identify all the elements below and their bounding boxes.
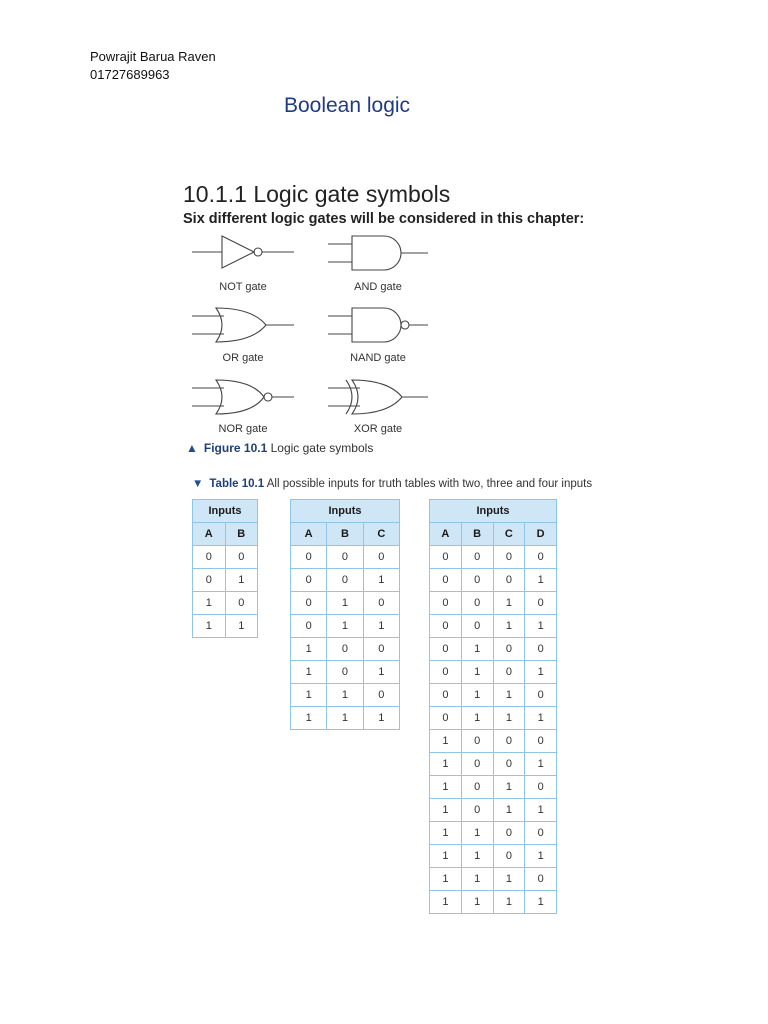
table-cell: 1 <box>525 661 557 684</box>
table-cell: 1 <box>461 891 493 914</box>
figure-caption-text: Logic gate symbols <box>270 441 374 455</box>
table-cell: 0 <box>225 592 258 615</box>
table-cell: 1 <box>430 799 462 822</box>
table-cell: 0 <box>493 546 525 569</box>
table-cell: 0 <box>327 661 363 684</box>
table-cell: 0 <box>193 569 226 592</box>
table-cell: 1 <box>363 707 399 730</box>
table-cell: 1 <box>363 615 399 638</box>
table-row <box>291 615 400 638</box>
truth-table-two-inputs <box>192 499 258 638</box>
table-cell: 0 <box>291 546 327 569</box>
table-row <box>430 638 557 661</box>
table-cell: 0 <box>493 661 525 684</box>
table-cell: 0 <box>363 638 399 661</box>
table-cell: 1 <box>225 615 258 638</box>
table-cell: 1 <box>430 845 462 868</box>
table-cell: 0 <box>327 546 363 569</box>
table-row <box>291 569 400 592</box>
table-cell: 0 <box>461 776 493 799</box>
table-cell: 0 <box>461 799 493 822</box>
table-cell: 1 <box>493 891 525 914</box>
table-cell: 1 <box>525 707 557 730</box>
table-cell: 1 <box>363 569 399 592</box>
table-cell: 1 <box>430 730 462 753</box>
table-cell: 0 <box>193 546 226 569</box>
table-cell: 1 <box>493 592 525 615</box>
table-caption-text: All possible inputs for truth tables with two, three and four inputs <box>266 478 593 490</box>
table-row <box>430 822 557 845</box>
table-header-inputs: Inputs <box>430 500 557 523</box>
table-cell: 1 <box>525 569 557 592</box>
column-header-a: A <box>430 523 462 546</box>
document-title: Boolean logic <box>283 94 411 117</box>
table-row <box>430 707 557 730</box>
table-cell: 1 <box>461 684 493 707</box>
table-row <box>430 730 557 753</box>
figure-caption <box>186 441 373 455</box>
table-cell: 0 <box>461 753 493 776</box>
table-cell: 0 <box>430 546 462 569</box>
table-cell: 1 <box>291 638 327 661</box>
table-cell: 1 <box>493 684 525 707</box>
table-cell: 0 <box>525 868 557 891</box>
not-gate-icon <box>192 236 294 268</box>
table-cell: 1 <box>493 615 525 638</box>
nor-gate-label: NOR gate <box>218 423 268 435</box>
table-cell: 1 <box>430 753 462 776</box>
table-row <box>430 799 557 822</box>
column-header-a: A <box>193 523 226 546</box>
table-cell: 0 <box>363 546 399 569</box>
triangle-up-icon: ▲ <box>186 441 198 455</box>
table-row <box>430 845 557 868</box>
table-cell: 0 <box>430 684 462 707</box>
logic-gates-figure <box>180 228 450 438</box>
table-caption <box>192 478 592 490</box>
section-intro: Six different logic gates will be considered in this chapter: <box>183 211 585 227</box>
table-cell: 0 <box>461 615 493 638</box>
table-cell: 1 <box>291 684 327 707</box>
table-row <box>430 615 557 638</box>
table-row <box>430 569 557 592</box>
table-cell: 0 <box>525 546 557 569</box>
table-cell: 1 <box>363 661 399 684</box>
table-row <box>291 707 400 730</box>
table-row <box>193 569 258 592</box>
table-cell: 1 <box>493 707 525 730</box>
table-cell: 1 <box>327 592 363 615</box>
table-cell: 0 <box>430 592 462 615</box>
table-row <box>291 638 400 661</box>
table-cell: 1 <box>430 776 462 799</box>
table-row <box>291 661 400 684</box>
column-header-d: D <box>525 523 557 546</box>
column-header-b: B <box>461 523 493 546</box>
table-row <box>291 684 400 707</box>
or-gate-label: OR gate <box>222 352 264 364</box>
table-cell: 0 <box>525 684 557 707</box>
not-gate-label: NOT gate <box>219 281 267 293</box>
xor-gate-label: XOR gate <box>353 423 403 435</box>
table-cell: 0 <box>327 638 363 661</box>
table-cell: 0 <box>525 638 557 661</box>
table-cell: 1 <box>291 707 327 730</box>
table-cell: 0 <box>363 592 399 615</box>
table-cell: 1 <box>525 891 557 914</box>
table-cell: 1 <box>525 615 557 638</box>
table-cell: 0 <box>225 546 258 569</box>
table-row <box>193 615 258 638</box>
table-row <box>291 546 400 569</box>
table-cell: 1 <box>225 569 258 592</box>
and-gate-icon <box>328 236 428 270</box>
table-cell: 0 <box>461 569 493 592</box>
table-row <box>430 661 557 684</box>
table-row <box>193 546 258 569</box>
table-row <box>430 592 557 615</box>
table-cell: 0 <box>493 730 525 753</box>
author-name: Powrajit Barua Raven <box>90 49 216 64</box>
figure-number: Figure 10.1 <box>203 441 268 455</box>
table-cell: 0 <box>493 845 525 868</box>
table-header-inputs: Inputs <box>291 500 400 523</box>
table-cell: 1 <box>327 707 363 730</box>
table-cell: 1 <box>525 845 557 868</box>
truth-table-three-inputs <box>290 499 400 730</box>
table-cell: 0 <box>461 730 493 753</box>
table-row <box>430 684 557 707</box>
table-row <box>430 891 557 914</box>
table-row <box>430 776 557 799</box>
table-cell: 1 <box>493 868 525 891</box>
table-cell: 0 <box>525 730 557 753</box>
table-cell: 0 <box>525 776 557 799</box>
table-cell: 1 <box>430 891 462 914</box>
table-cell: 0 <box>430 638 462 661</box>
table-cell: 1 <box>461 822 493 845</box>
table-cell: 1 <box>493 799 525 822</box>
table-cell: 0 <box>493 569 525 592</box>
table-cell: 0 <box>291 569 327 592</box>
table-cell: 0 <box>363 684 399 707</box>
table-cell: 0 <box>461 592 493 615</box>
table-cell: 1 <box>461 707 493 730</box>
table-cell: 1 <box>193 592 226 615</box>
xor-gate-icon <box>328 380 428 414</box>
table-cell: 1 <box>461 661 493 684</box>
table-row <box>193 592 258 615</box>
table-cell: 1 <box>525 799 557 822</box>
table-cell: 1 <box>193 615 226 638</box>
table-cell: 1 <box>430 822 462 845</box>
table-cell: 1 <box>461 868 493 891</box>
table-cell: 1 <box>525 753 557 776</box>
nor-gate-icon <box>192 380 294 414</box>
table-number: Table 10.1 <box>209 478 265 490</box>
triangle-down-icon: ▼ <box>192 478 204 490</box>
table-cell: 0 <box>461 546 493 569</box>
section-title: 10.1.1 Logic gate symbols <box>183 181 451 207</box>
table-cell: 1 <box>327 684 363 707</box>
column-header-a: A <box>291 523 327 546</box>
table-cell: 0 <box>493 753 525 776</box>
table-cell: 0 <box>430 707 462 730</box>
table-cell: 0 <box>430 615 462 638</box>
truth-table-four-inputs <box>429 499 557 914</box>
table-row <box>430 753 557 776</box>
table-cell: 1 <box>430 868 462 891</box>
or-gate-icon <box>192 308 294 342</box>
column-header-b: B <box>225 523 258 546</box>
table-row <box>430 868 557 891</box>
and-gate-label: AND gate <box>354 281 402 293</box>
nand-gate-label: NAND gate <box>350 352 406 364</box>
table-cell: 0 <box>493 822 525 845</box>
column-header-b: B <box>327 523 363 546</box>
table-cell: 1 <box>327 615 363 638</box>
table-cell: 1 <box>291 661 327 684</box>
table-cell: 0 <box>493 638 525 661</box>
table-cell: 0 <box>430 661 462 684</box>
table-cell: 0 <box>430 569 462 592</box>
table-cell: 0 <box>525 822 557 845</box>
table-row <box>430 546 557 569</box>
table-cell: 0 <box>327 569 363 592</box>
nand-gate-icon <box>328 308 428 342</box>
table-cell: 1 <box>461 638 493 661</box>
table-cell: 1 <box>493 776 525 799</box>
column-header-c: C <box>493 523 525 546</box>
table-header-inputs: Inputs <box>193 500 258 523</box>
table-cell: 0 <box>291 592 327 615</box>
table-cell: 0 <box>525 592 557 615</box>
column-header-c: C <box>363 523 399 546</box>
table-row <box>291 592 400 615</box>
author-phone: 01727689963 <box>90 67 170 82</box>
table-cell: 1 <box>461 845 493 868</box>
table-cell: 0 <box>291 615 327 638</box>
